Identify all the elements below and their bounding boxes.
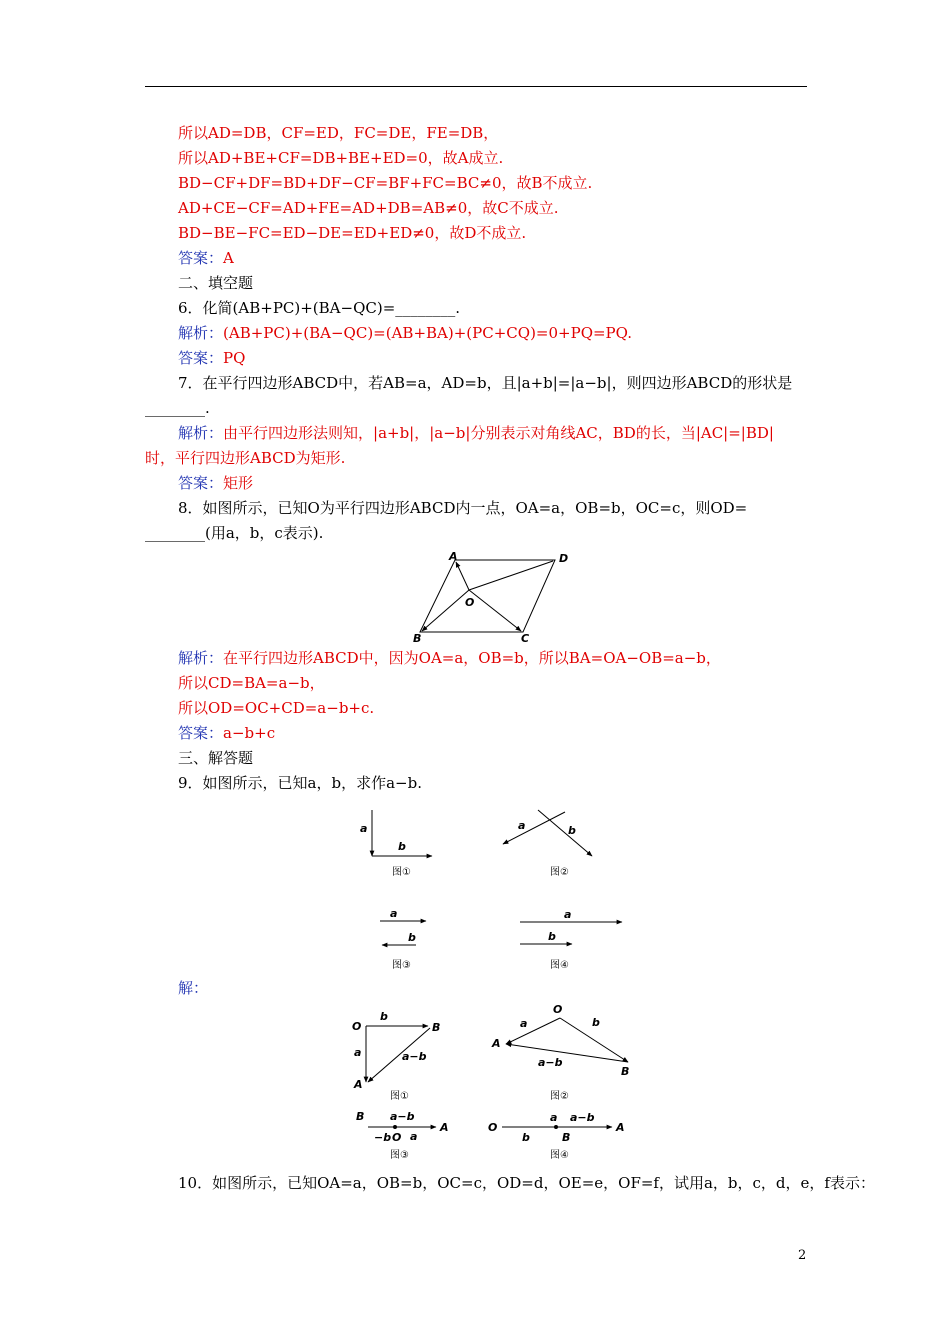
text-line: 所以AD=DB，CF=ED，FC=DE，FE=DB，	[178, 124, 499, 142]
question-7-blank: ________.	[145, 399, 210, 417]
vec-label-b: b	[522, 1131, 530, 1144]
label-B: B	[356, 1110, 365, 1123]
label-O: O	[392, 1131, 402, 1144]
vec-label-neg-b: −b	[374, 1131, 392, 1144]
answer-label: 答案：	[178, 724, 224, 742]
caption-fig2: 图②	[550, 867, 569, 878]
label-B: B	[562, 1131, 571, 1144]
question-7: 7．在平行四边形ABCD中，若AB=a，AD=b，且|a+b|=|a−b|，则四边形ABCD的形状是	[178, 374, 793, 392]
caption-fig4: 图④	[550, 1150, 569, 1161]
answer-value: 矩形	[223, 474, 254, 492]
label-O: O	[352, 1020, 362, 1033]
section-heading: 三、解答题	[178, 749, 254, 767]
label-O: O	[553, 1003, 563, 1016]
figure-solution-9	[340, 1000, 660, 1165]
label-A: A	[616, 1121, 625, 1134]
vec-label-a: a	[390, 907, 398, 920]
question-6: 6．化简(AB+PC)+(BA−QC)=________.	[178, 299, 461, 317]
vec-label-a: a	[520, 1017, 528, 1030]
answer-line	[178, 723, 275, 743]
vec-label-a: a	[354, 1046, 362, 1059]
solution-label: 解：	[178, 979, 209, 997]
question-9: 9．如图所示，已知a，b，求作a−b.	[178, 774, 422, 792]
answer-line	[178, 473, 253, 493]
caption-fig2: 图②	[550, 1091, 569, 1102]
solution-label: 解析：	[178, 424, 224, 442]
vec-label-b: b	[592, 1016, 600, 1029]
solution-line	[178, 648, 721, 668]
vec-label-a: a	[410, 1130, 418, 1143]
answer-value: PQ	[223, 349, 246, 367]
label-O: O	[465, 596, 475, 609]
label-A: A	[354, 1078, 363, 1091]
label-C: C	[521, 632, 530, 645]
solution-text: (AB+PC)+(BA−QC)=(AB+BA)+(PC+CQ)=0+PQ=PQ.	[223, 324, 632, 342]
answer-label: 答案：	[178, 249, 224, 267]
vec-label-b: b	[568, 824, 576, 837]
answer-line	[178, 248, 234, 268]
solution-label: 解析：	[178, 649, 224, 667]
solution-line	[178, 423, 774, 443]
caption-fig1: 图①	[392, 867, 411, 878]
solution-text: 由平行四边形法则知，|a+b|，|a−b|分别表示对角线AC，BD的长，当|AC|=|BD|	[223, 424, 774, 442]
vec-label-a: a	[518, 819, 526, 832]
label-D: D	[559, 552, 569, 565]
caption-fig3: 图③	[392, 960, 411, 971]
text-line: 所以AD+BE+CF=DB+BE+ED=0，故A成立.	[178, 149, 504, 167]
question-8-blank: ________(用a，b，c表示).	[145, 524, 324, 542]
vec-label-b: b	[398, 840, 406, 853]
label-B: B	[621, 1065, 630, 1078]
label-A: A	[492, 1037, 501, 1050]
vec-label-a-minus-b: a−b	[402, 1050, 427, 1063]
answer-value: a−b+c	[223, 724, 276, 742]
label-B: B	[413, 632, 422, 645]
vec-label-a: a	[550, 1111, 558, 1124]
answer-line	[178, 348, 245, 368]
page-number: 2	[798, 1248, 807, 1263]
answer-label: 答案：	[178, 349, 224, 367]
figure-question-9	[340, 800, 660, 980]
label-A: A	[440, 1121, 449, 1134]
vec-label-b: b	[548, 930, 556, 943]
vec-label-b: b	[408, 931, 416, 944]
label-B: B	[432, 1021, 441, 1034]
vec-label-a-minus-b: a−b	[390, 1110, 415, 1123]
vec-label-a: a	[360, 822, 368, 835]
caption-fig4: 图④	[550, 960, 569, 971]
solution-text: 所以CD=BA=a−b，	[178, 674, 325, 692]
solution-text: 时，平行四边形ABCD为矩形.	[145, 449, 346, 467]
label-O: O	[488, 1121, 498, 1134]
caption-fig3: 图③	[390, 1150, 409, 1161]
answer-value: A	[223, 249, 234, 267]
solution-line	[178, 323, 632, 343]
caption-fig1: 图①	[390, 1091, 409, 1102]
label-A: A	[449, 550, 458, 563]
text-line: BD−BE−FC=ED−DE=ED+ED≠0，故D不成立.	[178, 224, 527, 242]
vec-label-b: b	[380, 1010, 388, 1023]
question-10: 10．如图所示，已知OA=a，OB=b，OC=c，OD=d，OE=e，OF=f，试用a，b，c，d，e，f表示：	[178, 1174, 875, 1192]
vec-label-a: a	[564, 908, 572, 921]
section-heading: 二、填空题	[178, 274, 254, 292]
text-line: AD+CE−CF=AD+FE=AD+DB=AB≠0，故C不成立.	[178, 199, 559, 217]
vec-label-a-minus-b: a−b	[538, 1056, 563, 1069]
solution-label: 解析：	[178, 324, 224, 342]
vec-label-a-minus-b: a−b	[570, 1111, 595, 1124]
question-8: 8．如图所示，已知O为平行四边形ABCD内一点，OA=a，OB=b，OC=c，则OD=	[178, 499, 748, 517]
answer-label: 答案：	[178, 474, 224, 492]
figure-parallelogram	[405, 548, 585, 648]
solution-text: 所以OD=OC+CD=a−b+c.	[178, 699, 375, 717]
solution-text: 在平行四边形ABCD中，因为OA=a，OB=b，所以BA=OA−OB=a−b，	[223, 649, 721, 667]
text-line: BD−CF+DF=BD+DF−CF=BF+FC=BC≠0，故B不成立.	[178, 174, 593, 192]
header-rule	[145, 86, 807, 87]
